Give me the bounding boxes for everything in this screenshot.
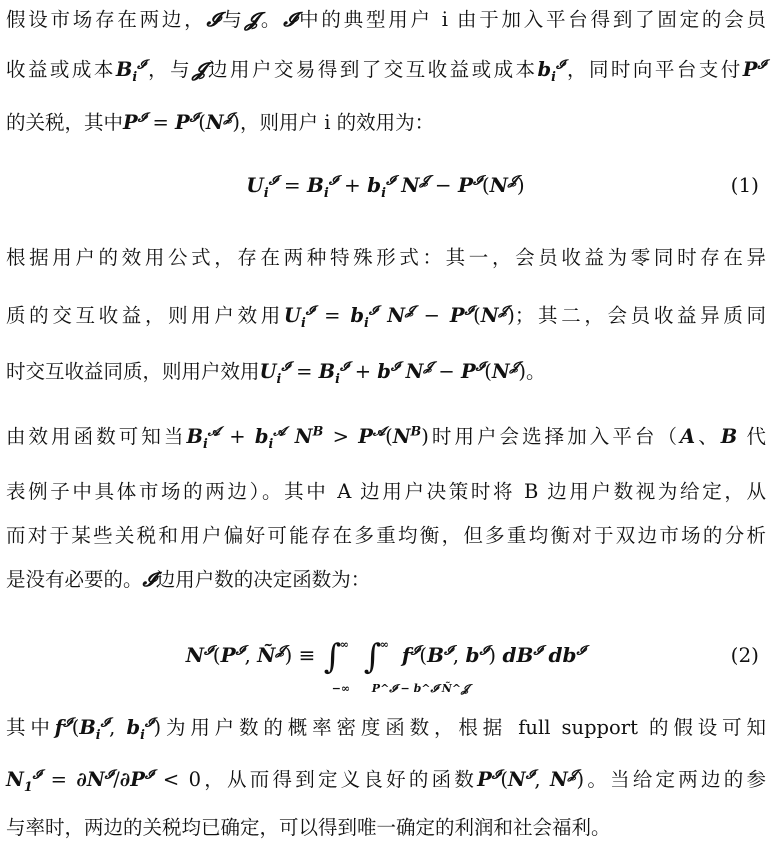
- equation-1: [0, 160, 771, 210]
- paragraph-1-line-1: 假设市场存在两边，𝓘与𝓙。𝓘中的典型用户 i 由于加入平台得到了固定的会员: [6, 8, 766, 31]
- paragraph-4-line-3: 与率时，两边的关税均已确定，可以得到唯一确定的利润和社会福利。: [6, 816, 611, 839]
- paragraph-4-line-2: $N_1^𝓘 = \partial N^𝓘/\partial P^𝓘 < 0$，从而得到定义良好的函数$P^𝓘(N^𝓘$, $N^𝓙$)。当给定两边的参: [6, 766, 766, 794]
- equation-2-body: $N^𝓘(P^𝓘$, $Ñ^𝓙$) ≡ ∫ ∞ −∞ ∫ ∞ P^𝓘 − b^𝓘 Ñ^𝓙 $f^𝓘(B^𝓘$, $b^𝓘$) $dB^𝓘$ $db^𝓘$: [185, 637, 586, 695]
- paragraph-3-line-4: 是没有必要的。𝓘边用户数的决定函数为：: [6, 568, 371, 591]
- paragraph-3-line-3: 而对于某些关税和用户偏好可能存在多重均衡，但多重均衡对于双边市场的分析: [6, 524, 766, 547]
- paragraph-2-line-1: 根据用户的效用公式，存在两种特殊形式：其一，会员收益为零同时存在异: [6, 246, 766, 269]
- equation-2: [0, 625, 771, 695]
- paragraph-2-line-2: 质的交互收益，则用户效用$U_i^𝓘 = b_i^𝓘$ $N^𝓙 - P^𝓘(N^𝓙)$；其二，会员收益异质同: [6, 302, 766, 330]
- paragraph-1-line-2: 收益或成本$B_i^𝓘$，与𝓙边用户交易得到了交互收益或成本$b_i^𝓘$，同时向平台支付$P^𝓘$: [6, 56, 766, 84]
- paragraph-2-line-3: 时交互收益同质，则用户效用$U_i^𝓘 = B_i^𝓘 + b^𝓘$ $N^𝓙 - P^𝓘(N^𝓙)$。: [6, 358, 546, 386]
- equation-2-number: (2): [730, 643, 759, 667]
- paragraph-1-line-3: 的关税，其中$P^𝓘 = P^𝓘(N^𝓙)$，则用户 i 的效用为：: [6, 109, 435, 134]
- paragraph-3-line-1: 由效用函数可知当$B_i^𝓐 + b_i^𝓐$ $N^B > P^𝓐(N^B)$时用户会选择加入平台（A、B 代: [6, 423, 767, 451]
- paragraph-4-line-1: 其中$f^𝓘(B_i^𝓘$, $b_i^𝓘$)为用户数的概率密度函数，根据 full support 的假设可知: [6, 714, 766, 742]
- paragraph-3-line-2: 表例子中具体市场的两边）。其中 A 边用户决策时将 B 边用户数视为给定，从: [6, 480, 766, 503]
- equation-1-number: (1): [730, 173, 759, 197]
- equation-1-body: $U_i^𝓘 = B_i^𝓘 + b_i^𝓘$ $N^𝓙 - P^𝓘(N^𝓙)$: [246, 173, 525, 201]
